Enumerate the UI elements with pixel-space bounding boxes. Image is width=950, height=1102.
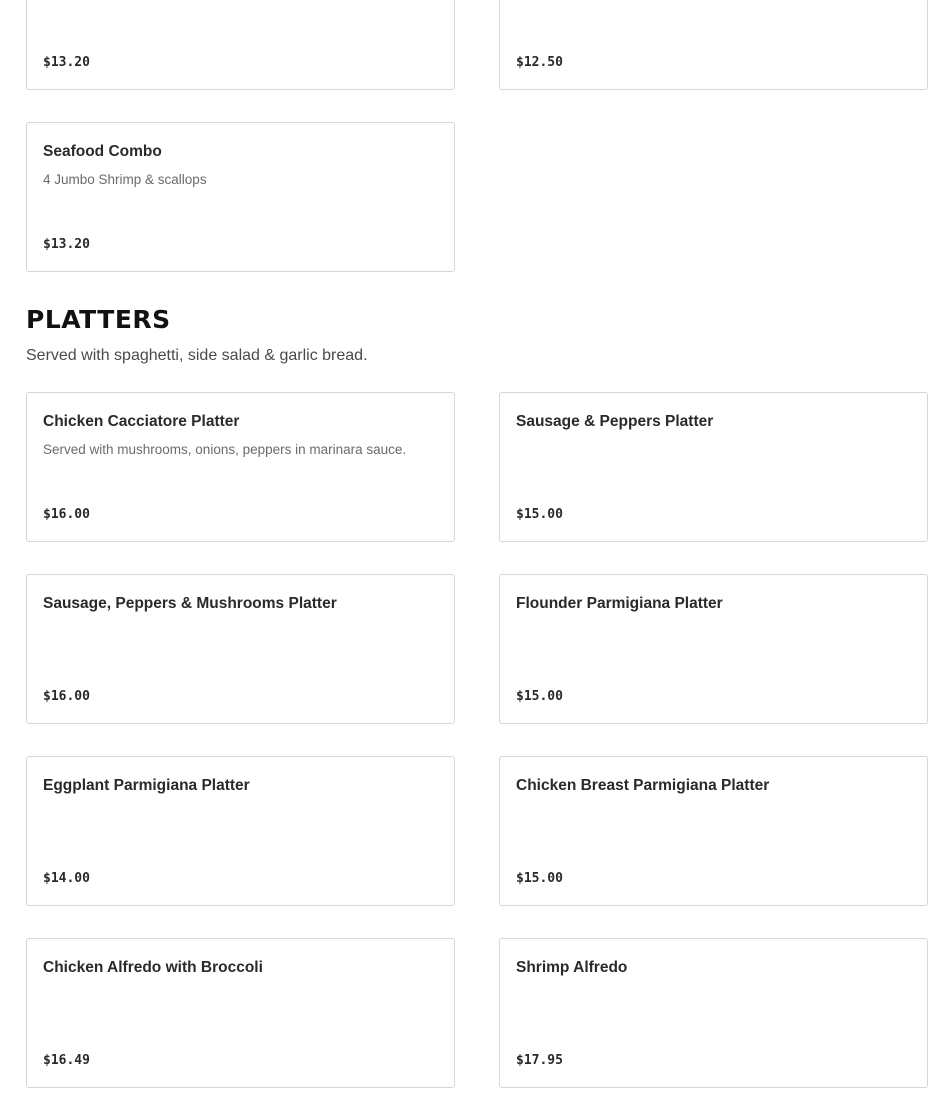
menu-item-name: Eggplant Parmigiana Platter [43,777,250,794]
menu-item-card[interactable] [26,938,455,1088]
menu-item-name: Seafood Combo [43,143,162,160]
menu-item-price: $13.20 [43,237,90,252]
menu-item-name: Sausage, Peppers & Mushrooms Platter [43,595,337,612]
menu-item-card[interactable] [26,392,455,542]
menu-item-price: $15.00 [516,689,563,704]
menu-item-name: Chicken Alfredo with Broccoli [43,959,263,976]
menu-item-price: $15.00 [516,507,563,522]
section-title: PLATTERS [26,305,171,334]
menu-item-price: $13.20 [43,55,90,70]
menu-item-card[interactable] [26,574,455,724]
menu-item-price: $12.50 [516,55,563,70]
menu-item-name: Sausage & Peppers Platter [516,413,714,430]
section-description: Served with spaghetti, side salad & garlic bread. [26,347,368,364]
menu-item-card[interactable] [26,122,455,272]
menu-item-card[interactable] [499,392,928,542]
menu-item-card[interactable] [499,574,928,724]
menu-item-card[interactable] [499,0,928,90]
menu-item-card[interactable] [499,756,928,906]
menu-item-price: $16.49 [43,1053,90,1068]
menu-item-price: $15.00 [516,871,563,886]
menu-item-price: $16.00 [43,507,90,522]
menu-item-name: Flounder Parmigiana Platter [516,595,723,612]
menu-item-price: $16.00 [43,689,90,704]
menu-item-price: $17.95 [516,1053,563,1068]
menu-item-card[interactable] [26,0,455,90]
menu-item-card[interactable] [499,938,928,1088]
menu-item-description: Served with mushrooms, onions, peppers in marinara sauce. [43,442,407,457]
menu-item-card[interactable] [26,756,455,906]
menu-item-name: Chicken Breast Parmigiana Platter [516,777,770,794]
menu-item-name: Shrimp Alfredo [516,959,628,976]
menu-item-name: Chicken Cacciatore Platter [43,413,240,430]
menu-item-description: 4 Jumbo Shrimp & scallops [43,172,207,187]
menu-item-price: $14.00 [43,871,90,886]
